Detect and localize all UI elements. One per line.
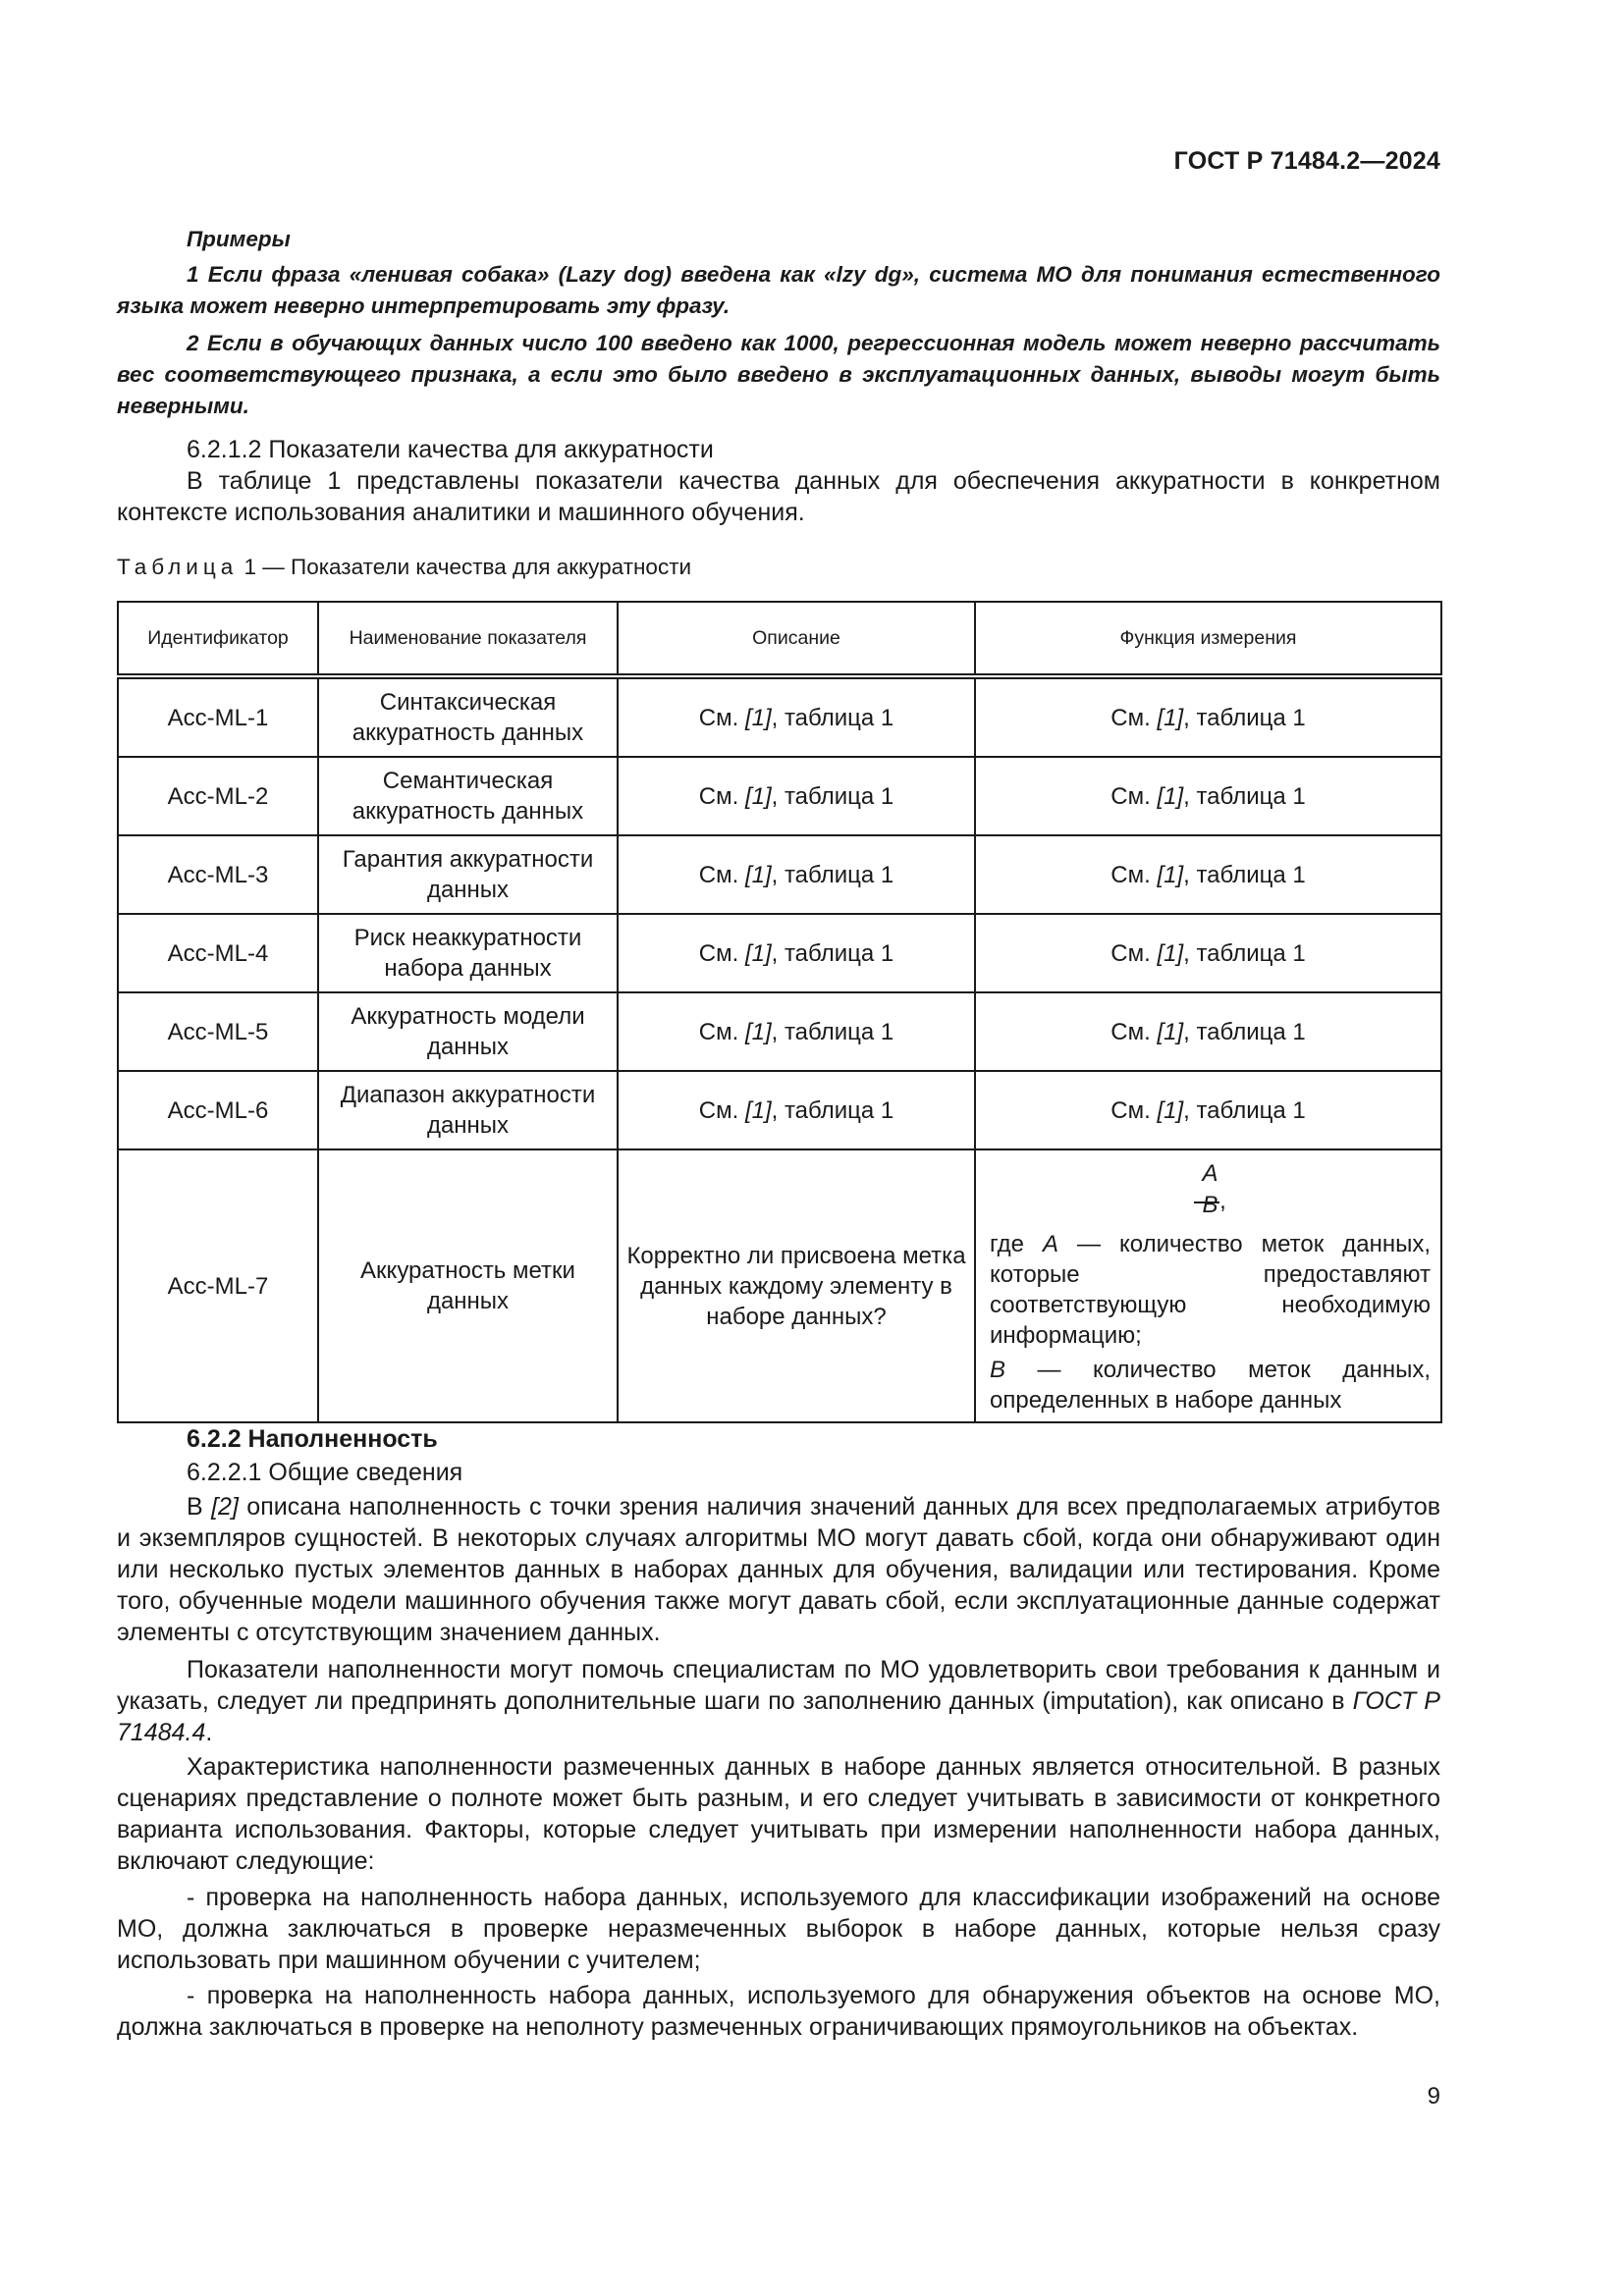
reference-link: [1] xyxy=(744,704,772,731)
formula-fraction xyxy=(990,1160,1431,1219)
ref-text: , таблица 1 xyxy=(1183,1096,1306,1124)
cell-identifier: Acc-ML-6 xyxy=(118,1071,318,1149)
column-header-indicator-name: Наименование показателя xyxy=(318,602,618,676)
reference-link: [1] xyxy=(1157,1096,1184,1124)
table-caption-number: 1 xyxy=(244,555,257,579)
formula-numerator: A xyxy=(1202,1160,1218,1187)
ref-text: См. xyxy=(698,861,745,888)
cell-measurement-function xyxy=(975,1071,1441,1149)
cell-indicator-name: Аккуратность модели данных xyxy=(318,992,618,1071)
standard-reference: ГОСТ Р 71484.4 xyxy=(117,1687,1440,1746)
cell-identifier: Acc-ML-3 xyxy=(118,835,318,914)
cell-description xyxy=(618,914,975,992)
document-id-header: ГОСТ Р 71484.2—2024 xyxy=(1173,147,1440,175)
reference-link: [1] xyxy=(1157,1018,1184,1045)
cell-identifier: Acc-ML-2 xyxy=(118,757,318,835)
table-row xyxy=(118,992,1441,1071)
ref-text: См. xyxy=(1110,782,1158,810)
subsection-heading-6-2-1-2: 6.2.1.2 Показатели качества для аккуратности xyxy=(187,436,714,463)
variable-b-text: — количество меток данных, определенных в наборе данных xyxy=(990,1357,1431,1414)
reference-link: [1] xyxy=(744,1096,772,1124)
table-row xyxy=(118,757,1441,835)
table-caption xyxy=(117,555,691,580)
reference-link: [1] xyxy=(1157,704,1184,731)
table-intro-paragraph: В таблице 1 представлены показатели качества данных для обеспечения аккуратности в конкретном контексте использования аналитики и машинного обучения. xyxy=(117,467,1440,526)
ref-text: См. xyxy=(698,1018,745,1045)
ref-text: См. xyxy=(1110,1018,1158,1045)
ref-text: , таблица 1 xyxy=(1183,704,1306,731)
section-heading-6-2-2: 6.2.2 Наполненность xyxy=(187,1425,438,1453)
ref-text: См. xyxy=(698,704,745,731)
paragraph-text: . xyxy=(205,1719,213,1746)
reference-link: [2] xyxy=(211,1493,239,1521)
where-text: где xyxy=(990,1231,1044,1257)
table-row xyxy=(118,914,1441,992)
ref-text: , таблица 1 xyxy=(771,1018,894,1045)
cell-description xyxy=(618,757,975,835)
cell-measurement-function xyxy=(975,676,1441,757)
ref-text: , таблица 1 xyxy=(771,1096,894,1124)
cell-indicator-name: Синтаксическая аккуратность данных xyxy=(318,676,618,757)
column-header-measurement-function: Функция измерения xyxy=(975,602,1441,676)
table-row xyxy=(118,1071,1441,1149)
examples-block xyxy=(117,224,1440,428)
cell-measurement-function xyxy=(975,914,1441,992)
page-number: 9 xyxy=(1427,2083,1440,2109)
variable-b: B xyxy=(990,1357,1006,1383)
list-item: - проверка на наполненность набора данных, используемого для классификации изображений на основе МО, должна заключаться в проверке неразмеченных выборок в наборе данных, которые нельзя сразу использовать при машинном обучении с учителем; xyxy=(117,1884,1440,1974)
variable-b-definition xyxy=(990,1355,1431,1415)
ref-text: , таблица 1 xyxy=(1183,782,1306,810)
subsection-heading-6-2-2-1: 6.2.2.1 Общие сведения xyxy=(187,1459,463,1486)
ref-text: , таблица 1 xyxy=(771,939,894,967)
variable-a-definition xyxy=(990,1229,1431,1351)
column-header-description: Описание xyxy=(618,602,975,676)
examples-title: Примеры xyxy=(187,227,291,251)
ref-text: См. xyxy=(1110,939,1158,967)
cell-indicator-name: Семантическая аккуратность данных xyxy=(318,757,618,835)
cell-measurement-function xyxy=(975,1149,1441,1422)
cell-indicator-name: Аккуратность метки данных xyxy=(318,1149,618,1422)
example-item: 2 Если в обучающих данных число 100 введено как 1000, регрессионная модель может неверно рассчитать вес соответствующего признака, а если это было введено в эксплуатационных данных, выводы могут быть неверными. xyxy=(117,331,1440,418)
cell-description xyxy=(618,992,975,1071)
cell-description xyxy=(618,835,975,914)
cell-identifier: Acc-ML-7 xyxy=(118,1149,318,1422)
cell-measurement-function xyxy=(975,757,1441,835)
list-item: - проверка на наполненность набора данных, используемого для обнаружения объектов на основе МО, должна заключаться в проверке на неполноту размеченных ограничивающих прямоугольников на объектах. xyxy=(117,1982,1440,2041)
accuracy-indicators-table xyxy=(117,601,1442,1423)
paragraph-text: Показатели наполненности могут помочь специалистам по МО удовлетворить свои требования к данным и указать, следует ли предпринять дополнительные шаги по заполнению данных (imputation), как описано в xyxy=(117,1656,1440,1715)
table-row xyxy=(118,835,1441,914)
cell-identifier: Acc-ML-4 xyxy=(118,914,318,992)
reference-link: [1] xyxy=(1157,939,1184,967)
reference-link: [1] xyxy=(744,782,772,810)
table-header-row xyxy=(118,602,1441,676)
cell-description: Корректно ли присвоена метка данных каждому элементу в наборе данных? xyxy=(618,1149,975,1422)
ref-text: , таблица 1 xyxy=(1183,939,1306,967)
reference-link: [1] xyxy=(1157,861,1184,888)
table-caption-text: — Показатели качества для аккуратности xyxy=(256,555,692,579)
cell-indicator-name: Риск неаккуратности набора данных xyxy=(318,914,618,992)
cell-measurement-function xyxy=(975,992,1441,1071)
ref-text: , таблица 1 xyxy=(1183,861,1306,888)
reference-link: [1] xyxy=(1157,782,1184,810)
ref-text: , таблица 1 xyxy=(1183,1018,1306,1045)
formula-denominator: B xyxy=(1202,1192,1218,1218)
ref-text: См. xyxy=(698,939,745,967)
reference-link: [1] xyxy=(744,1018,772,1045)
ref-text: См. xyxy=(1110,704,1158,731)
cell-identifier: Acc-ML-1 xyxy=(118,676,318,757)
completeness-paragraph-2 xyxy=(117,1654,1440,1748)
ref-text: См. xyxy=(1110,1096,1158,1124)
variable-a: A xyxy=(1043,1231,1059,1257)
ref-text: См. xyxy=(698,782,745,810)
ref-text: См. xyxy=(698,1096,745,1124)
formula-comma: , xyxy=(1219,1188,1226,1214)
column-header-identifier: Идентификатор xyxy=(118,602,318,676)
cell-indicator-name: Гарантия аккуратности данных xyxy=(318,835,618,914)
table-row xyxy=(118,1149,1441,1422)
reference-link: [1] xyxy=(744,861,772,888)
ref-text: , таблица 1 xyxy=(771,782,894,810)
cell-measurement-function xyxy=(975,835,1441,914)
completeness-paragraph-1 xyxy=(117,1491,1440,1648)
cell-identifier: Acc-ML-5 xyxy=(118,992,318,1071)
paragraph-text: В xyxy=(187,1493,212,1521)
cell-description xyxy=(618,676,975,757)
ref-text: См. xyxy=(1110,861,1158,888)
variable-a-text: — количество меток данных, которые предоставляют соответствующую необходимую информацию; xyxy=(990,1231,1431,1349)
reference-link: [1] xyxy=(744,939,772,967)
ref-text: , таблица 1 xyxy=(771,861,894,888)
example-item: 1 Если фраза «ленивая собака» (Lazy dog) введена как «lzy dg», система МО для понимания естественного языка может неверно интерпретировать эту фразу. xyxy=(117,262,1440,318)
table-caption-prefix: Таблица xyxy=(117,555,239,579)
cell-indicator-name: Диапазон аккуратности данных xyxy=(318,1071,618,1149)
completeness-paragraph-3: Характеристика наполненности размеченных данных в наборе данных является относительной. В разных сценариях представление о полноте может быть разным, и его следует учитывать в зависимости от конкретного варианта использования. Факторы, которые следует учитывать при измерении наполненности набора данных, включают следующие: xyxy=(117,1753,1440,1875)
table-row xyxy=(118,676,1441,757)
cell-description xyxy=(618,1071,975,1149)
ref-text: , таблица 1 xyxy=(771,704,894,731)
paragraph-text: описана наполненность с точки зрения наличия значений данных для всех предполагаемых атрибутов и экземпляров сущностей. В некоторых случаях алгоритмы МО могут давать сбой, когда они обнаруживают один или несколько пустых элементов данных в наборах данных для обучения, валидации или тестирования. Кроме того, обученные модели машинного обучения также могут давать сбой, если эксплуатационные данные содержат элементы с отсутствующим значением данных. xyxy=(117,1493,1441,1646)
